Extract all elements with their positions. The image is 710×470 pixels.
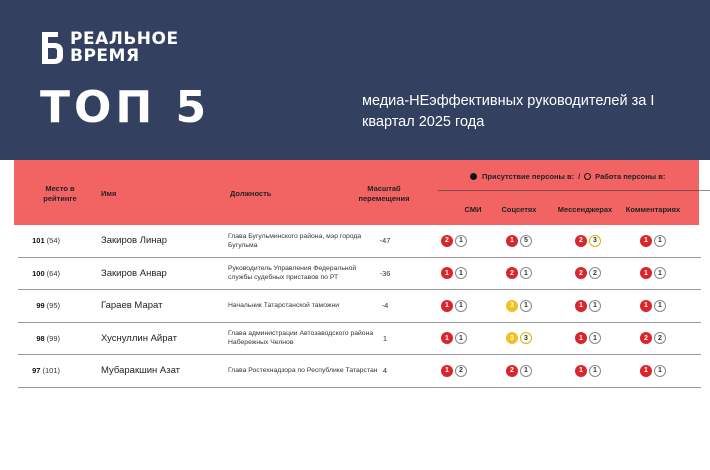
movement-scale: -36 [379, 268, 391, 278]
work-badge: 1 [654, 300, 666, 312]
work-badge: 1 [654, 235, 666, 247]
header-cat-social: Соцсетях [501, 205, 537, 214]
table-row [18, 258, 701, 291]
person-position: Глава Бугульминского района, мэр города Бугульма [228, 232, 362, 249]
presence-badge: 1 [441, 300, 453, 312]
score-pair [575, 355, 603, 387]
header-position: Должность [230, 189, 272, 198]
person-position: Начальник Татарстанской таможни [228, 302, 340, 310]
rank-previous: (101) [42, 366, 60, 376]
brand-line2: ВРЕМЯ [70, 46, 140, 66]
presence-badge: 1 [441, 267, 453, 279]
header-cat-comments: Комментариях [625, 205, 681, 214]
work-badge: 1 [589, 300, 601, 312]
presence-badge: 1 [640, 365, 652, 377]
legend-separator: / [578, 172, 581, 181]
rank-current: 98 [36, 333, 45, 343]
score-pair [441, 290, 469, 322]
presence-badge: 1 [575, 300, 587, 312]
presence-badge: 1 [640, 300, 652, 312]
presence-badge: 1 [506, 235, 518, 247]
header-banner [0, 0, 710, 160]
table-row [18, 290, 701, 323]
work-badge: 1 [589, 332, 601, 344]
header-scale: Масштаб перемещения [358, 184, 410, 203]
rank-previous: (95) [46, 301, 60, 311]
presence-badge: 1 [441, 332, 453, 344]
score-pair [640, 225, 668, 257]
score-pair [441, 258, 469, 290]
legend [470, 172, 665, 181]
brand-logo [40, 30, 179, 66]
work-badge: 3 [520, 332, 532, 344]
table-row [18, 355, 701, 388]
logo-mark-icon [40, 30, 64, 66]
work-badge: 1 [455, 300, 467, 312]
rank-current: 100 [32, 268, 45, 278]
header-name: Имя [101, 189, 117, 198]
score-pair [640, 323, 668, 355]
score-pair [640, 290, 668, 322]
person-name: Гараев Марат [101, 300, 163, 312]
table-header [14, 160, 699, 225]
rank-previous: (64) [46, 268, 60, 278]
person-name: Мубаракшин Азат [101, 365, 181, 377]
legend-presence: Присутствие персоны в: [482, 172, 575, 181]
work-badge: 1 [455, 235, 467, 247]
score-pair [506, 290, 534, 322]
score-pair [506, 355, 534, 387]
score-pair [640, 355, 668, 387]
person-position: Глава администрации Автозаводского района Набережных Челнов [228, 330, 374, 347]
work-badge: 2 [589, 267, 601, 279]
work-badge: 1 [654, 365, 666, 377]
presence-badge: 1 [575, 365, 587, 377]
table-row [18, 225, 701, 258]
movement-scale: -47 [379, 236, 391, 246]
person-position: Руководитель Управления Федеральной службы судебных приставов по РТ [228, 265, 357, 282]
header-cat-messengers: Мессенджерах [557, 205, 613, 214]
work-badge: 1 [654, 267, 666, 279]
presence-badge: 1 [640, 235, 652, 247]
rank-cell [18, 290, 60, 322]
presence-dot-icon [470, 173, 477, 180]
score-pair [506, 323, 534, 355]
presence-badge: 2 [640, 332, 652, 344]
page-subtitle: медиа-НЕэффективных руководителей за I квартал 2025 года [362, 93, 655, 130]
table-row [18, 323, 701, 356]
score-pair [575, 323, 603, 355]
header-place: Место в рейтинге [43, 184, 77, 203]
movement-scale: -4 [381, 301, 389, 311]
work-badge: 2 [654, 332, 666, 344]
ranking-table [18, 225, 701, 388]
work-badge: 1 [589, 365, 601, 377]
work-badge: 1 [520, 365, 532, 377]
work-dot-icon [584, 173, 591, 180]
score-pair [575, 258, 603, 290]
score-pair [441, 225, 469, 257]
rank-cell [18, 355, 60, 387]
presence-badge: 1 [575, 332, 587, 344]
legend-work: Работа персоны в: [595, 172, 666, 181]
presence-badge: 2 [506, 365, 518, 377]
rank-previous: (99) [46, 333, 60, 343]
presence-badge: 3 [506, 332, 518, 344]
person-name: Закиров Линар [101, 235, 168, 247]
score-pair [575, 290, 603, 322]
brand-line1: РЕАЛЬНОЕ [70, 29, 179, 49]
page-title: ТОП 5 [40, 82, 211, 133]
score-pair [575, 225, 603, 257]
rank-cell [18, 258, 60, 290]
work-badge: 1 [520, 300, 532, 312]
score-pair [441, 323, 469, 355]
score-pair [506, 258, 534, 290]
person-name: Закиров Анвар [101, 267, 167, 279]
rank-current: 101 [32, 236, 45, 246]
presence-badge: 2 [575, 267, 587, 279]
presence-badge: 1 [640, 267, 652, 279]
presence-badge: 1 [441, 365, 453, 377]
presence-badge: 2 [441, 235, 453, 247]
person-name: Хуснуллин Айрат [101, 332, 177, 344]
work-badge: 5 [520, 235, 532, 247]
rank-current: 99 [36, 301, 45, 311]
score-pair [640, 258, 668, 290]
header-cat-media: СМИ [464, 205, 482, 214]
work-badge: 3 [589, 235, 601, 247]
work-badge: 1 [520, 267, 532, 279]
rank-cell [18, 323, 60, 355]
work-badge: 2 [455, 365, 467, 377]
work-badge: 1 [455, 267, 467, 279]
legend-divider [438, 190, 710, 191]
score-pair [506, 225, 534, 257]
presence-badge: 2 [506, 267, 518, 279]
score-pair [441, 355, 469, 387]
presence-badge: 2 [575, 235, 587, 247]
work-badge: 1 [455, 332, 467, 344]
movement-scale: 1 [382, 333, 388, 343]
person-position: Глава Ростехнадзора по Республике Татарстан [228, 367, 378, 375]
rank-current: 97 [32, 366, 41, 376]
presence-badge: 3 [506, 300, 518, 312]
movement-scale: 4 [382, 366, 388, 376]
rank-cell [18, 225, 60, 257]
rank-previous: (54) [46, 236, 60, 246]
